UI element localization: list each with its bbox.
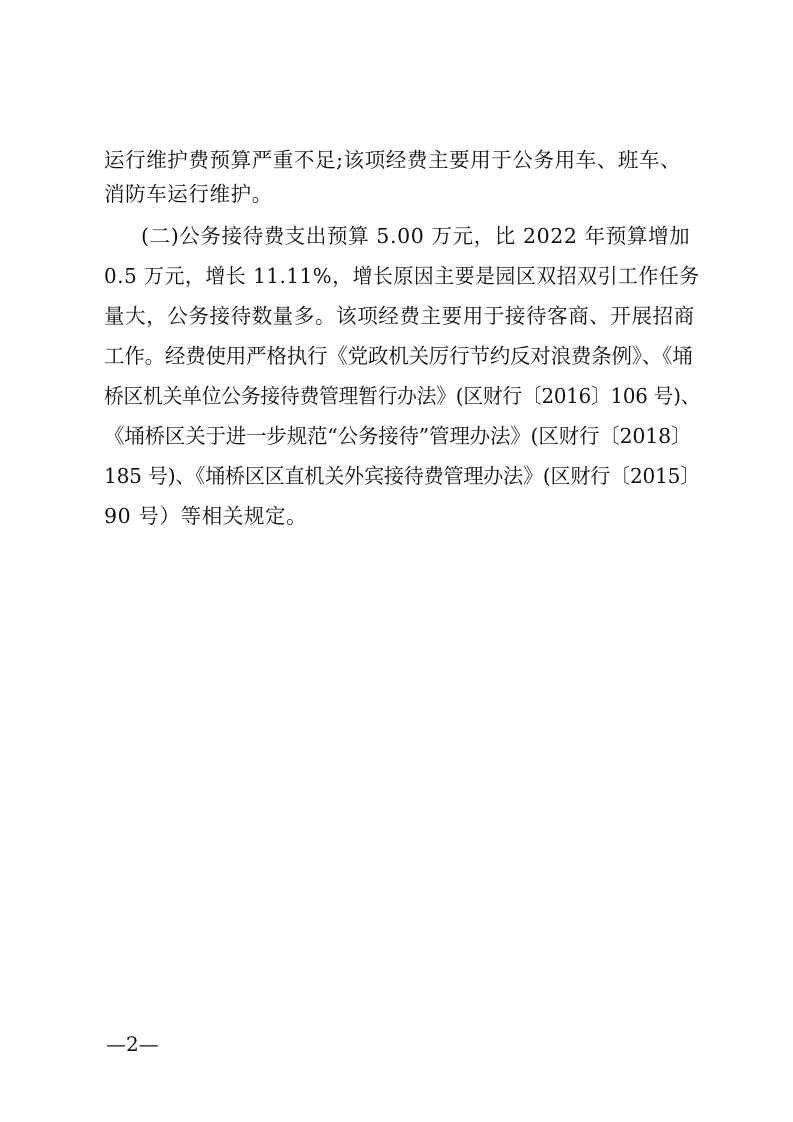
- paragraph-line: 90 号）等相关规定。: [104, 504, 308, 528]
- paragraph-line: 0.5 万元，增长 11.11%，增长原因主要是园区双招双引工作任务: [104, 264, 700, 288]
- paragraph-line: 消防车运行维护。: [104, 182, 273, 206]
- paragraph-line: 工作。经费使用严格执行《党政机关厉行节约反对浪费条例》、《埇: [104, 344, 693, 368]
- page-number: —2—: [106, 1032, 159, 1056]
- paragraph-line: 运行维护费预算严重不足;该项经费主要用于公务用车、班车、: [104, 148, 682, 172]
- paragraph-line: 量大，公务接待数量多。该项经费主要用于接待客商、开展招商: [104, 304, 695, 328]
- paragraph-line: 《埇桥区关于进一步规范“公务接待”管理办法》(区财行〔2018〕: [104, 424, 692, 448]
- paragraph-line: (二)公务接待费支出预算 5.00 万元，比 2022 年预算增加: [141, 224, 691, 248]
- paragraph-line: 185 号)、《埇桥区区直机关外宾接待费管理办法》(区财行〔2015〕: [104, 464, 701, 488]
- paragraph-line: 桥区机关单位公务接待费管理暂行办法》(区财行〔2016〕106 号)、: [104, 384, 701, 408]
